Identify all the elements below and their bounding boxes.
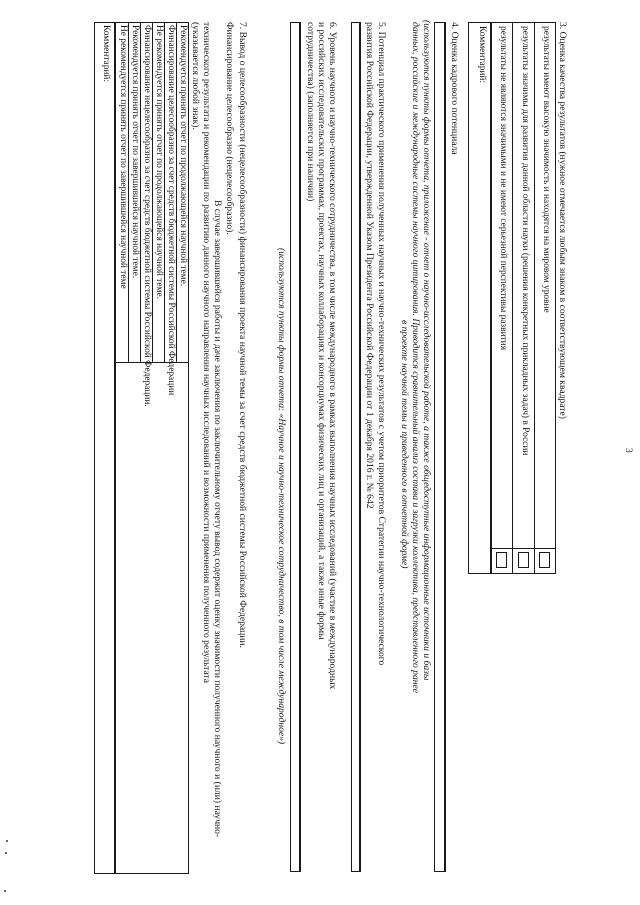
section3-checkbox-1[interactable] [539, 552, 550, 568]
section6-note: (используются пункты формы отчета: «Научное и научно-техническое сотрудничество, в том числе международное») [276, 248, 287, 745]
section3-option-3: результаты не являются значимыми и не имеют серьезной перспективы развития [498, 26, 508, 351]
section4-heading: 4. Оценка кадрового потенциала [449, 22, 460, 155]
section3-checkbox-2[interactable] [518, 552, 529, 568]
section3-heading: 3. Оценка качества результатов (нужное отмечается любым знаком в соответствующем квадрате) [557, 22, 568, 419]
section6-line-1: 6. Уровень научного и научно-технического сотрудничества, в том числе международного в рамках выполнения научных исследований (участие в международных [327, 22, 338, 690]
section3-option-1: результаты имеют высокую значимость и находятся на мировом уровне [541, 26, 551, 313]
section7-paragraph-4: (указывается любой знак). [190, 22, 201, 130]
section5-line-1: 5. Потенциал практического применения полученных научных и научно-технических результатов с учетом приоритетов Стратегии научно-технологического [376, 22, 387, 666]
section7-option-3[interactable]: Не рекомендуется принять отчет по продолжающейся научной теме. [154, 25, 164, 299]
section7-paragraph-3: технического результата и рекомендации по развитию данного научного направления научных исследований и возможности применения полученного результата [201, 22, 212, 683]
section3-option-2: результаты значимы для развития данной области науки (решения конкретных прикладных задач) в России [520, 26, 530, 456]
section7-option-2[interactable]: Финансирование целесообразно за счет средств бюджетной системы Российской Федерации [166, 25, 176, 396]
section7-comment-box[interactable] [94, 22, 116, 874]
section3-comment-box[interactable] [468, 22, 492, 574]
section5-line-2: развития Российской Федерации, утвержденной Указом Президента Российской Федерации от 1 декабря 2016 г. № 642 [364, 22, 375, 509]
section7-paragraph-2: В случае завершившейся работы и даче заключения по заключительному отчету вывод содержит оценку значимости полученного научного и (или) научно- [212, 200, 223, 838]
section7-option-4[interactable]: Финансирование нецелесообразно за счет средств бюджетной системы Российской Федерации. [142, 25, 152, 407]
section4-note-line-1: (используются пункты формы отчета, приложение - отчет о научно-исследовательской работе, а также общедоступные информационные источники и базы [421, 20, 432, 681]
section7-option-5[interactable]: Рекомендуется принять отчет по завершившейся научной теме. [130, 25, 140, 279]
scan-speck [6, 840, 8, 842]
section4-note-line-3: в проекте научной темы и приведенного в отчетной форме) [399, 320, 410, 569]
section7-heading: 7. Вывод о целесообразности (нецелесообразности) финансирования проекта научной темы за счет средств бюджетной системы Российской Федерации. [237, 22, 248, 648]
scan-speck [5, 852, 7, 854]
scan-speck [4, 890, 6, 892]
section3-comment-label: Комментарий: [477, 26, 487, 84]
section7-comment-label: Комментарий: [101, 25, 111, 83]
section3-checkbox-3[interactable] [496, 552, 507, 568]
section7-option-6[interactable]: Не рекомендуется принять отчет по завершившейся научной теме [118, 25, 128, 289]
page-number: 3 [623, 448, 634, 453]
section6-line-2: и российских исследовательских программах, проектах, научных коллаборациях и консорциумах физических лиц и организаций, а также иные формы [316, 22, 327, 640]
section7-paragraph-1: Финансирование целесообразно (нецелесообразно). [224, 22, 235, 235]
section7-option-1[interactable]: Рекомендуется принять отчет по продолжающейся научной теме. [178, 25, 188, 287]
section4-note-line-2: данных, российские и международные системы научного цитирования. Приводится сравнительный анализ состава и загрузки коллектива, представленного ранее [410, 22, 421, 694]
section6-line-3: сотрудничества) (заполняется при наличии) [305, 22, 316, 202]
